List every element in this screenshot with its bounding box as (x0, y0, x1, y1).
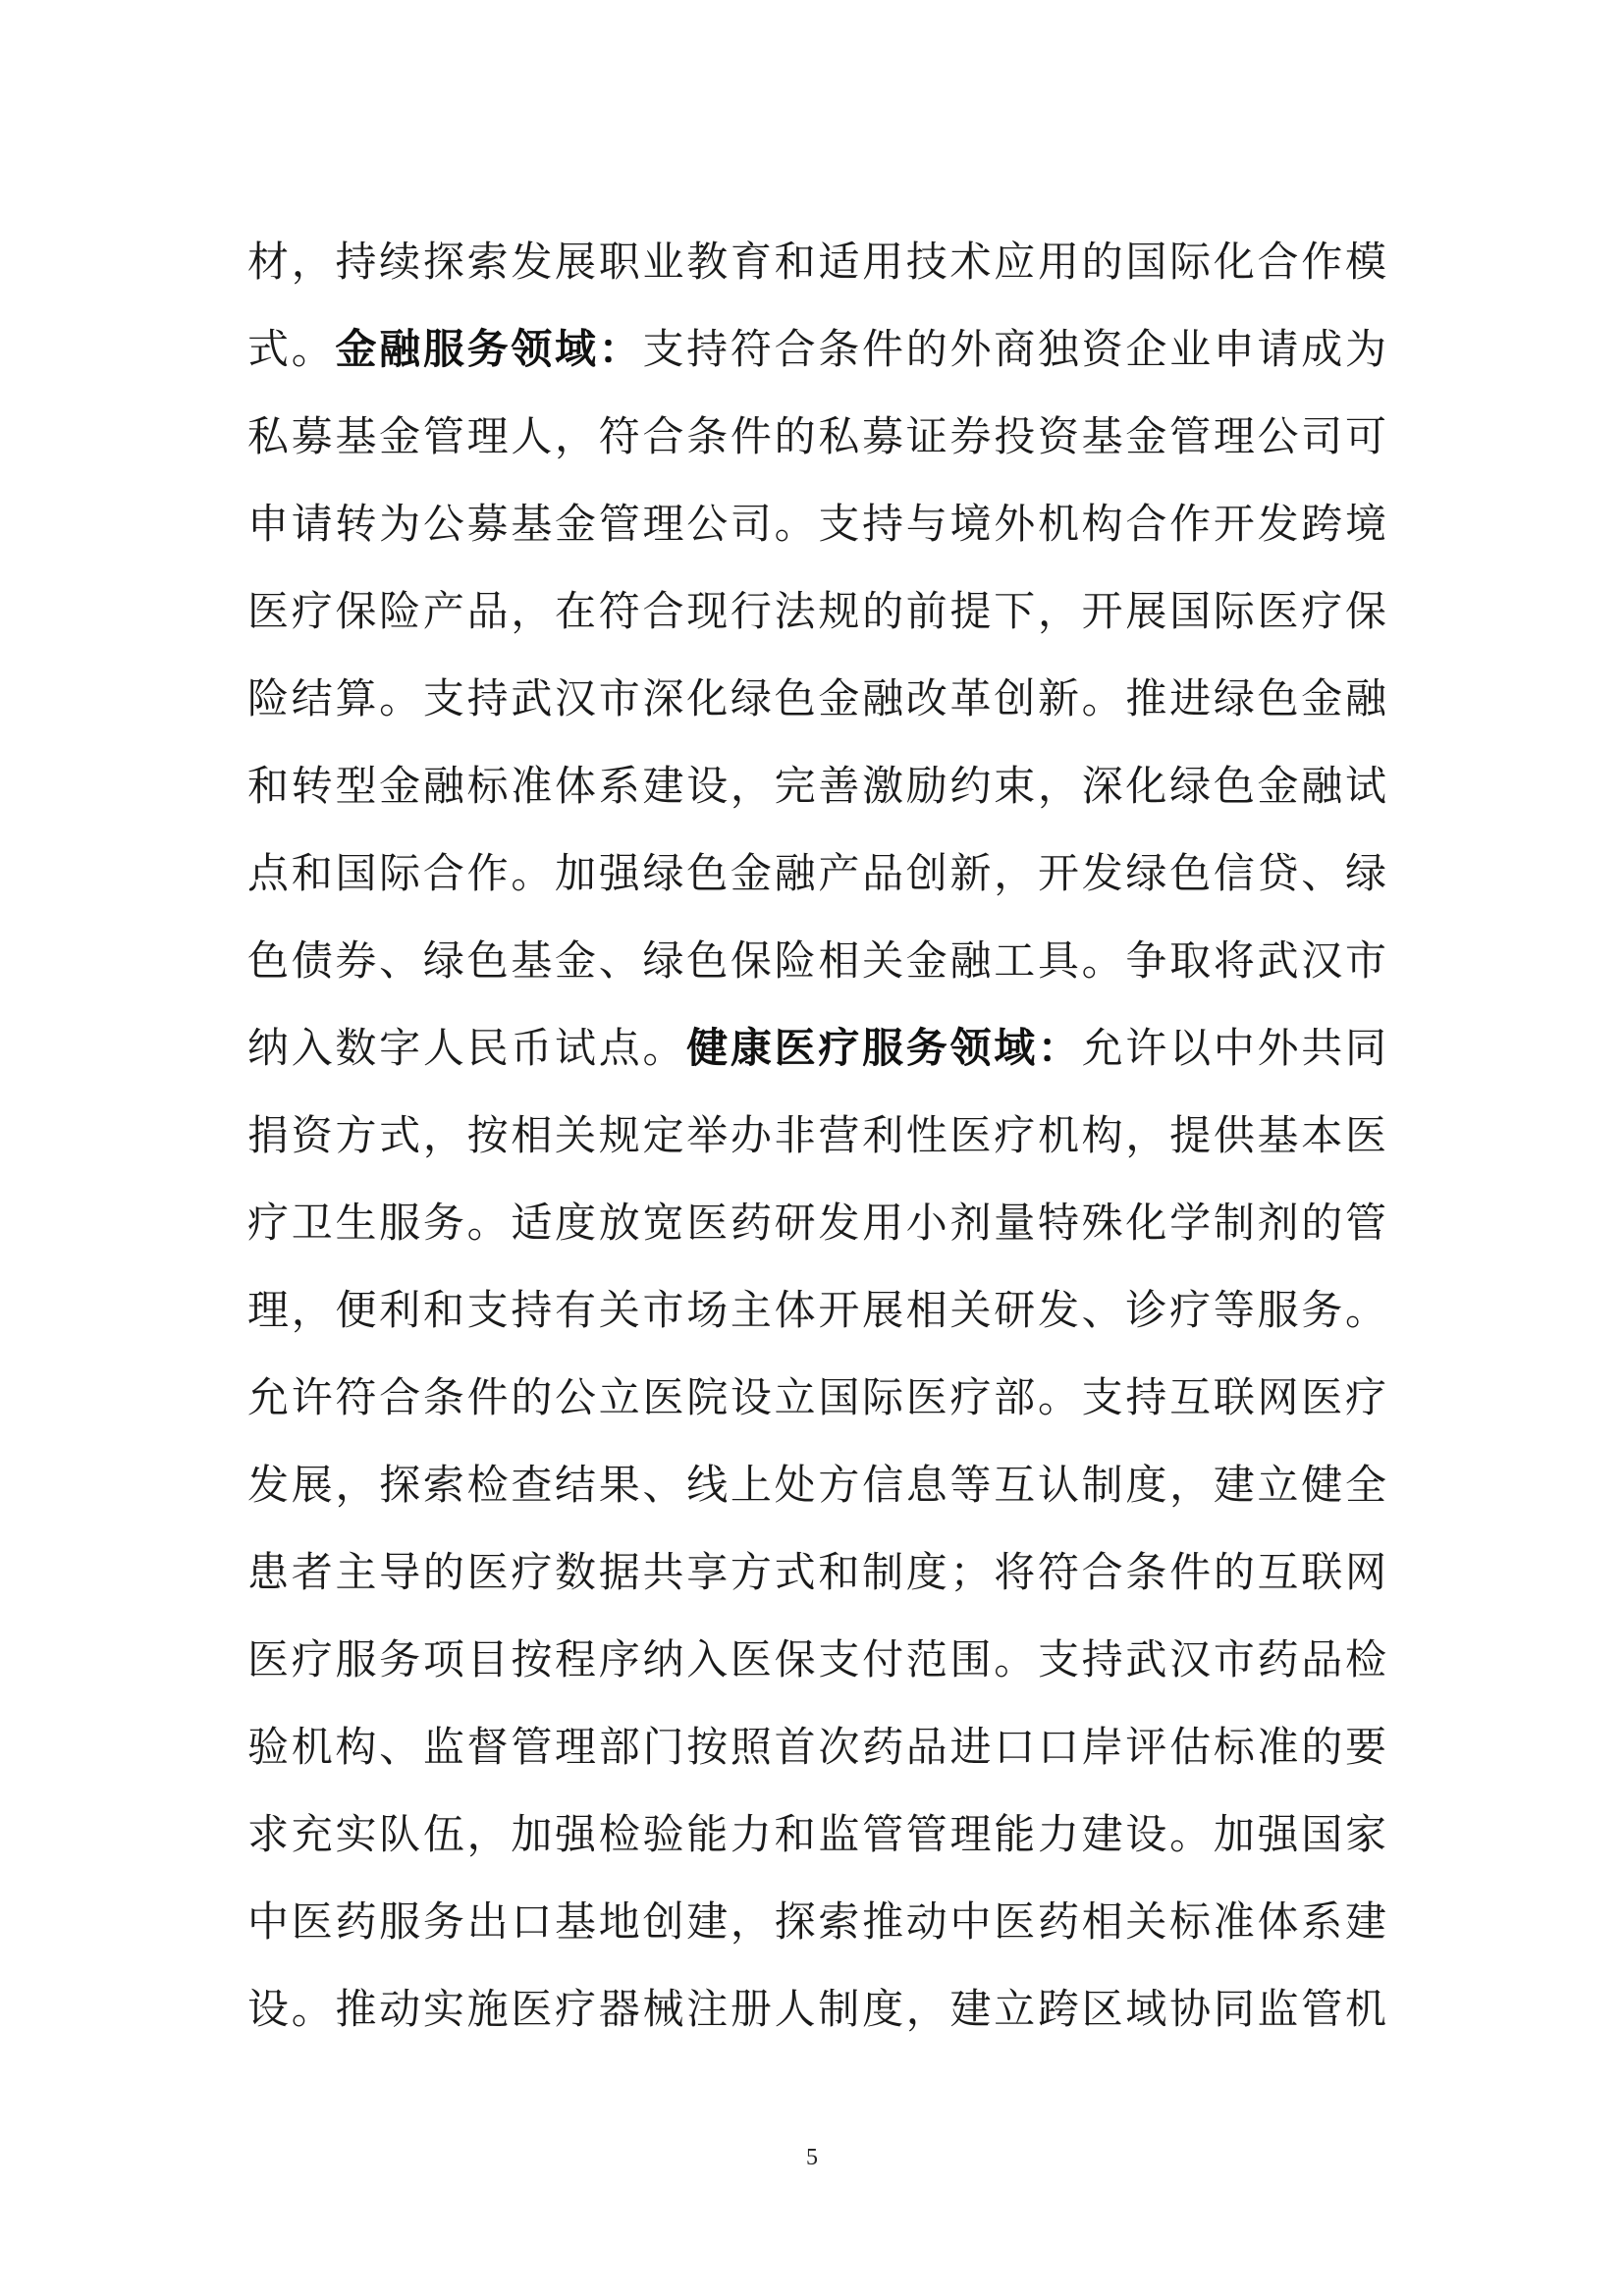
text-line: 患者主导的医疗数据共享方式和制度；将符合条件的互联网 (247, 1548, 1386, 1596)
text-line: 验机构、监督管理部门按照首次药品进口口岸评估标准的要 (247, 1723, 1386, 1771)
text-line: 医疗服务项目按程序纳入医保支付范围。支持武汉市药品检 (247, 1635, 1386, 1683)
page-number: 5 (806, 2145, 818, 2170)
text-line: 理，便利和支持有关市场主体开展相关研发、诊疗等服务。 (247, 1286, 1386, 1334)
text-line: 医疗保险产品，在符合现行法规的前提下，开展国际医疗保 (247, 587, 1386, 635)
text-line: 材，持续探索发展职业教育和适用技术应用的国际化合作模 (247, 238, 1386, 286)
text-line: 纳入数字人民币试点。健康医疗服务领域：允许以中外共同 (247, 1024, 1386, 1072)
text-line: 点和国际合作。加强绿色金融产品创新，开发绿色信贷、绿 (247, 849, 1386, 897)
text-line: 设。推动实施医疗器械注册人制度，建立跨区域协同监管机 (247, 1985, 1386, 2033)
text-line: 和转型金融标准体系建设，完善激励约束，深化绿色金融试 (247, 762, 1386, 810)
text-line: 色债券、绿色基金、绿色保险相关金融工具。争取将武汉市 (247, 936, 1386, 985)
text-line: 式。金融服务领域：支持符合条件的外商独资企业申请成为 (247, 325, 1386, 373)
section-heading-health: 健康医疗服务领域： (686, 1024, 1082, 1072)
text-line: 捐资方式，按相关规定举办非营利性医疗机构，提供基本医 (247, 1111, 1386, 1159)
text-line: 险结算。支持武汉市深化绿色金融改革创新。推进绿色金融 (247, 674, 1386, 722)
text-line: 申请转为公募基金管理公司。支持与境外机构合作开发跨境 (247, 500, 1386, 548)
text-line: 私募基金管理人，符合条件的私募证券投资基金管理公司可 (247, 412, 1386, 460)
body-text (247, 218, 1386, 2053)
text-line: 求充实队伍，加强检验能力和监管管理能力建设。加强国家 (247, 1810, 1386, 1858)
text-line: 疗卫生服务。适度放宽医药研发用小剂量特殊化学制剂的管 (247, 1199, 1386, 1247)
text-line: 发展，探索检查结果、线上处方信息等互认制度，建立健全 (247, 1461, 1386, 1509)
text-line: 允许符合条件的公立医院设立国际医疗部。支持互联网医疗 (247, 1373, 1386, 1421)
text-line: 中医药服务出口基地创建，探索推动中医药相关标准体系建 (247, 1897, 1386, 1946)
section-heading-finance: 金融服务领域： (335, 325, 643, 373)
